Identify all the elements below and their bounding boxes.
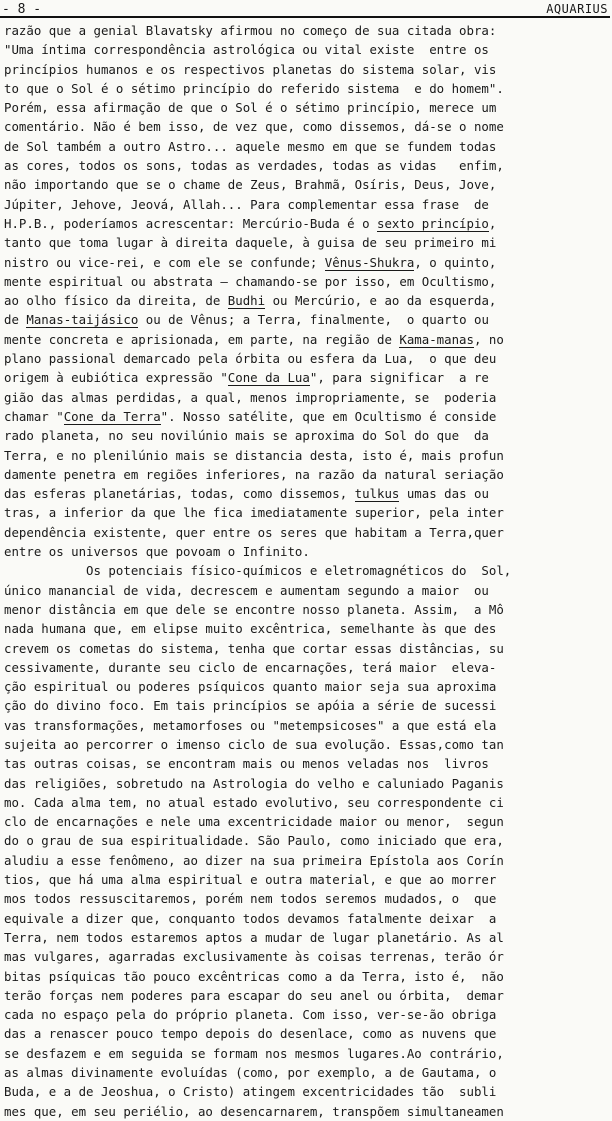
- text-segment: to que o Sol é o sétimo princípio do referido sistema e do homem".: [4, 80, 504, 96]
- text-segment: único manancial de vida, decrescem e aumentam segundo a maior ou: [4, 582, 489, 598]
- text-segment: Buda, e a de Jeoshua, o Cristo) atingem excentricidades tão subli: [4, 1084, 497, 1100]
- text-line: [4, 1005, 608, 1024]
- text-line: [4, 1082, 608, 1101]
- text-line: [4, 735, 608, 754]
- text-segment: Porém, essa afirmação de que o Sol é o sétimo princípio, merece um: [4, 100, 497, 116]
- text-segment: ,: [488, 215, 497, 231]
- text-segment: aludiu a esse fenômeno, ao dizer na sua primeira Epístola aos Corín: [4, 852, 504, 868]
- text-line: [4, 79, 608, 98]
- text-line: [4, 831, 608, 850]
- text-line: [4, 310, 608, 329]
- text-segment: princípios humanos e os respectivos planetas do sistema solar, vis: [4, 61, 497, 77]
- underlined-term: Cone da Lua: [227, 370, 310, 386]
- text-segment: das esferas planetárias, todas, como dissemos,: [4, 486, 355, 502]
- header-rule: [0, 16, 610, 18]
- text-segment: razão que a genial Blavatsky afirmou no começo de sua citada obra:: [4, 23, 497, 38]
- text-line: [4, 812, 608, 831]
- text-segment: nistro ou vice-rei, e com ele se confunde;: [4, 254, 325, 270]
- underlined-term: Cone da Terra: [63, 408, 161, 424]
- text-segment: ". Nosso satélite, que em Ocultismo é conside: [160, 408, 497, 424]
- text-segment: Terra, nem todos estaremos aptos a mudar de lugar planetário. As al: [4, 929, 504, 945]
- underlined-term: Vênus-Shukra: [324, 254, 415, 270]
- text-segment: as cores, todos os sons, todas as verdades, todas as vidas enfim,: [4, 158, 504, 174]
- text-segment: do o grau de sua espiritualidade. São Paulo, como iniciado que era,: [4, 833, 504, 849]
- text-line: [4, 677, 608, 696]
- text-line: [4, 1024, 608, 1043]
- text-segment: comentário. Não é bem isso, de vez que, como dissemos, dá-se o nome: [4, 119, 504, 135]
- text-segment: , no: [473, 331, 504, 347]
- text-segment: das a renascer pouco tempo depois do desenlace, como as nuvens que: [4, 1026, 497, 1042]
- text-line: [4, 658, 608, 677]
- text-segment: tios, que há uma alma espiritual e outra material, e que ao morrer: [4, 872, 497, 888]
- text-segment: as almas divinamente evoluídas (como, por exemplo, a de Gautama, o: [4, 1065, 497, 1081]
- text-line: [4, 870, 608, 889]
- text-segment: clo de encarnações e nele uma excentricidade maior ou menor, segun: [4, 814, 504, 830]
- text-line: [4, 754, 608, 773]
- text-segment: de Sol também a outro Astro... aquele mesmo em que se fundem todas: [4, 138, 497, 154]
- text-segment: mes que, em seu periélio, ao desencarnarem, transpõem simultaneamen: [4, 1103, 504, 1119]
- text-segment: mos todos ressuscitaremos, porém nem todos seremos mudados, o que: [4, 891, 497, 907]
- text-segment: entre os universos que povoam o Infinito.: [4, 544, 310, 560]
- text-segment: H.P.B., poderíamos acrescentar: Mercúrio-Buda é o: [4, 215, 377, 231]
- text-line: [4, 909, 608, 928]
- text-segment: se desfazem e em seguida se formam nos mesmos lugares.Ao contrário,: [4, 1045, 504, 1061]
- text-line: [4, 793, 608, 812]
- text-segment: cessivamente, durante seu ciclo de encarnações, terá maior eleva-: [4, 659, 497, 675]
- text-segment: de: [4, 312, 27, 328]
- text-line: [4, 156, 608, 175]
- text-segment: ao olho físico da direita, de: [4, 293, 228, 309]
- text-segment: chamar ": [4, 408, 64, 424]
- text-line: [4, 21, 608, 40]
- underlined-term: tulkus: [354, 486, 400, 502]
- text-segment: "Uma íntima correspondência astrológica ou vital existe entre os: [4, 42, 489, 58]
- text-line: [4, 503, 608, 522]
- text-line: [4, 98, 608, 117]
- text-line: [4, 889, 608, 908]
- text-line: [4, 1044, 608, 1063]
- text-segment: terão forças nem poderes para escapar do seu anel ou órbita, demar: [4, 987, 504, 1003]
- text-line: [4, 619, 608, 638]
- text-segment: ", para significar a re: [309, 370, 489, 386]
- text-line: [4, 291, 608, 310]
- text-line: [4, 117, 608, 136]
- text-line: [4, 330, 608, 349]
- text-line: [4, 40, 608, 59]
- text-segment: tanto que toma lugar à direita daquele, à guisa de seu primeiro mi: [4, 235, 497, 251]
- text-segment: tas outras coisas, se encontram mais ou menos veladas nos livros: [4, 756, 489, 772]
- page-header: [0, 0, 612, 18]
- text-line: [4, 388, 608, 407]
- text-segment: umas das ou: [399, 486, 489, 502]
- underlined-term: Manas-taijásico: [26, 312, 139, 328]
- text-line: [4, 272, 608, 291]
- text-segment: plano passional demarcado pela órbita ou esfera da Lua, o que deu: [4, 351, 497, 367]
- text-segment: ção do divino foco. Em tais princípios se apóia a série de sucessi: [4, 698, 497, 714]
- text-line: [4, 851, 608, 870]
- text-line: [4, 1063, 608, 1082]
- text-line: [4, 542, 608, 561]
- text-segment: rado planeta, no seu novilúnio mais se aproxima do Sol do que da: [4, 428, 489, 444]
- underlined-term: Budhi: [227, 293, 266, 309]
- text-segment: ção espiritual ou poderes psíquicos quanto maior seja sua aproxima: [4, 679, 497, 695]
- text-line: [4, 639, 608, 658]
- text-segment: equivale a dizer que, conquanto todos devamos fatalmente deixar a: [4, 910, 497, 926]
- running-title: AQUARIUS: [546, 2, 608, 16]
- text-line: [4, 928, 608, 947]
- text-line: [4, 484, 608, 503]
- underlined-term: Kama-manas: [399, 331, 474, 347]
- text-segment: ou de Vênus; a Terra, finalmente, o quarto ou: [138, 312, 489, 328]
- text-line: [4, 696, 608, 715]
- text-segment: cada no espaço pela do próprio planeta. Com isso, ver-se-ão obriga: [4, 1007, 497, 1023]
- text-segment: das religiões, sobretudo na Astrologia do velho e caluniado Paganis: [4, 775, 504, 791]
- text-segment: mo. Cada alma tem, no atual estado evolutivo, seu correspondente ci: [4, 794, 504, 810]
- text-segment: Terra, e no plenilúnio mais se distancia desta, isto é, mais profun: [4, 447, 504, 463]
- text-segment: dependência existente, quer entre os seres que habitam a Terra,quer: [4, 524, 504, 540]
- text-segment: ou Mercúrio, e ao da esquerda,: [265, 293, 497, 309]
- text-line: [4, 233, 608, 252]
- text-segment: mente espiritual ou abstrata — chamando-se por isso, em Ocultismo,: [4, 273, 497, 289]
- text-line: [4, 967, 608, 986]
- text-line: [4, 253, 608, 272]
- text-segment: bitas psíquicas tão pouco excêntricas como a da Terra, isto é, não: [4, 968, 504, 984]
- text-line: [4, 407, 608, 426]
- text-segment: mas vulgares, agarradas exclusivamente às coisas terrenas, terão ór: [4, 949, 504, 965]
- text-segment: menor distância em que dele se encontre nosso planeta. Assim, a Mô: [4, 601, 504, 617]
- text-line: [4, 561, 608, 580]
- text-segment: vas transformações, metamorfoses ou "metempsicoses" a que está ela: [4, 717, 497, 733]
- text-segment: crevem os cometas do sistema, tenha que cortar essas distâncias, su: [4, 640, 504, 656]
- text-line: [4, 60, 608, 79]
- page-number: - 8 -: [2, 2, 42, 17]
- text-segment: sujeita ao percorrer o imenso ciclo de sua evolução. Essas,como tan: [4, 736, 504, 752]
- text-segment: mente concreta e aprisionada, em parte, na região de: [4, 331, 400, 347]
- text-line: [4, 523, 608, 542]
- text-line: [4, 716, 608, 735]
- text-line: [4, 368, 608, 387]
- text-line: [4, 175, 608, 194]
- text-line: [4, 600, 608, 619]
- text-line: [4, 947, 608, 966]
- text-line: [4, 214, 608, 233]
- text-segment: Júpiter, Jehove, Jeová, Allah... Para complementar essa frase de: [4, 196, 489, 212]
- text-segment: gião das almas perdidas, a qual, menos impropriamente, se poderia: [4, 389, 497, 405]
- text-segment: tras, a inferior da que lhe fica imediatamente superior, pela inter: [4, 505, 504, 521]
- text-line: [4, 986, 608, 1005]
- text-line: [4, 426, 608, 445]
- text-segment: não importando que se o chame de Zeus, Brahmã, Osíris, Deus, Jove,: [4, 177, 497, 193]
- text-line: [4, 1102, 608, 1121]
- text-segment: origem à eubiótica expressão ": [4, 370, 228, 386]
- text-segment: Os potenciais físico-químicos e eletromagnéticos do Sol,: [4, 563, 512, 579]
- text-line: [4, 195, 608, 214]
- text-line: [4, 581, 608, 600]
- text-segment: damente penetra em regiões inferiores, na razão da natural seriação: [4, 466, 504, 482]
- text-line: [4, 446, 608, 465]
- body-text: [4, 21, 608, 1121]
- text-line: [4, 349, 608, 368]
- text-line: [4, 137, 608, 156]
- text-segment: , o quinto,: [414, 254, 497, 270]
- text-line: [4, 774, 608, 793]
- underlined-term: sexto princípio: [377, 215, 489, 231]
- text-segment: nada humana que, em elipse muito excêntrica, semelhante às que des: [4, 621, 497, 637]
- text-line: [4, 465, 608, 484]
